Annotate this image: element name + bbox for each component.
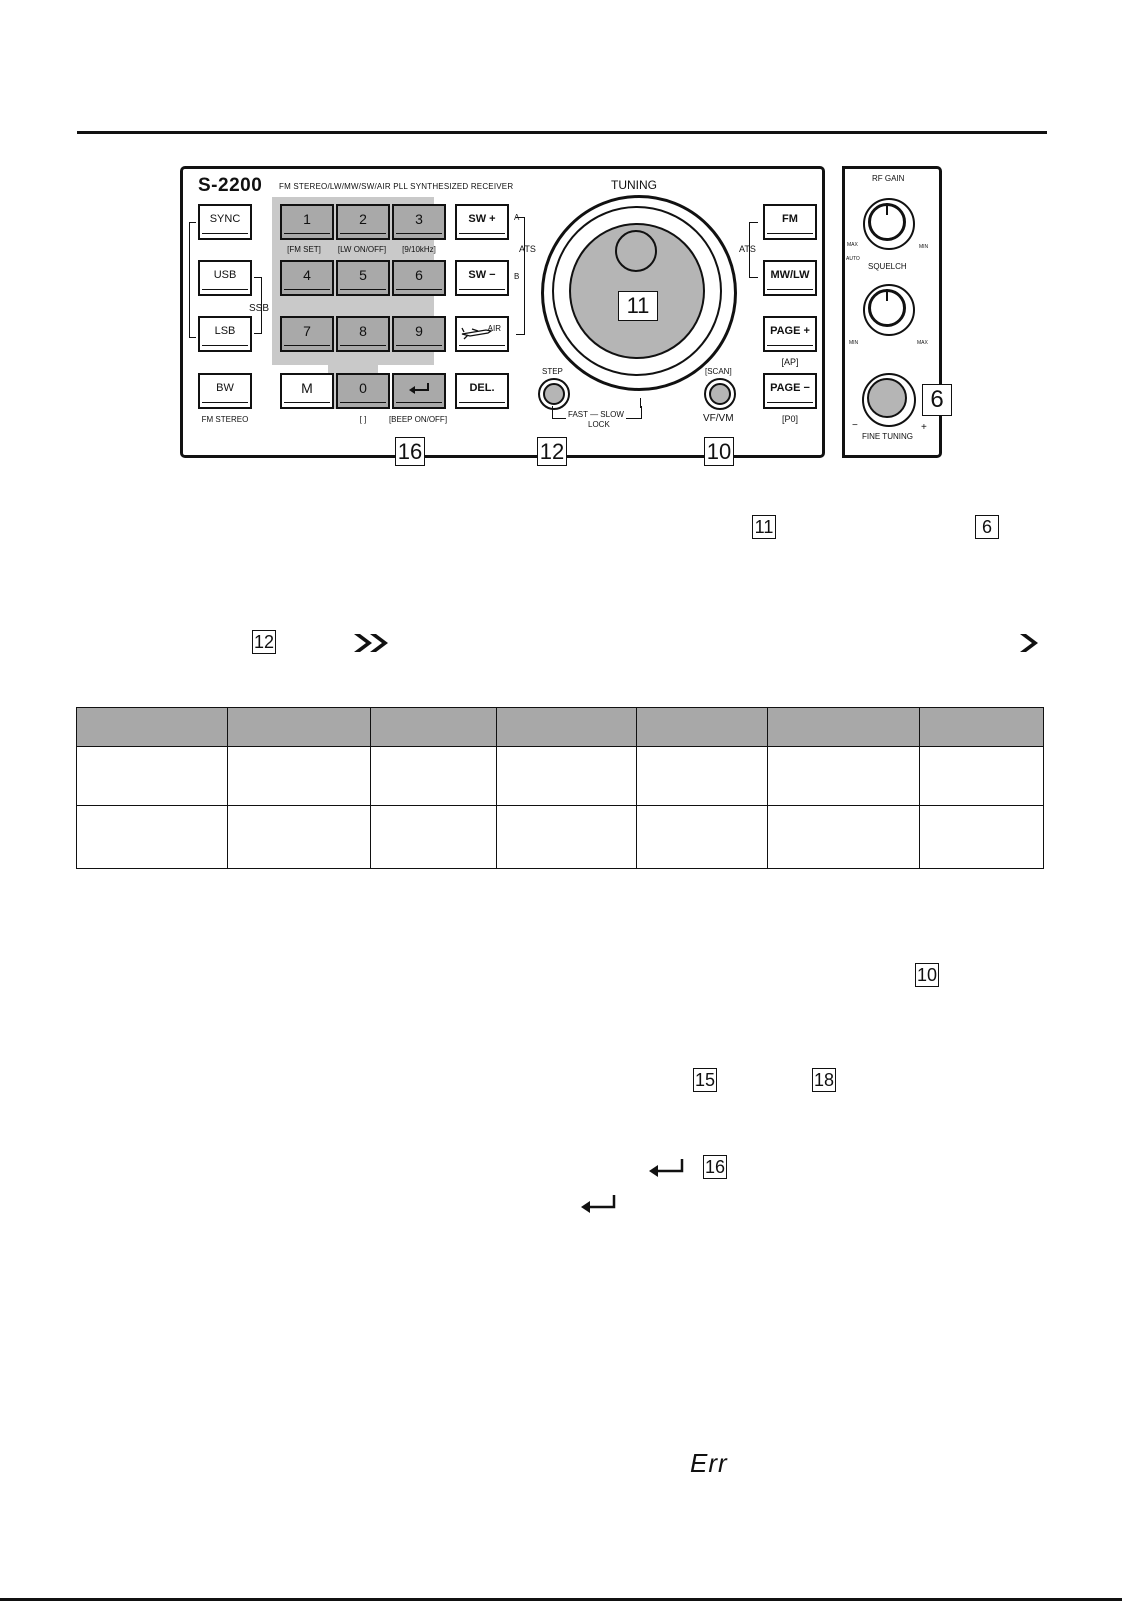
table-cell [768,806,919,869]
enter-icon [648,1158,686,1178]
double-chevron-icon [352,632,394,654]
error-display-text: Err [690,1448,728,1478]
table-cell [371,806,496,869]
ref-10: 10 [916,965,938,985]
ref-18: 18 [813,1070,835,1090]
table-cell [228,747,371,806]
callout-keypad: 16 [395,437,425,466]
squelch-max: MAX [917,340,928,346]
key-2[interactable]: 2 [336,204,390,240]
table-header-cell [919,708,1043,747]
left-bracket [189,222,196,338]
key-1-sub: [FM SET] [287,245,321,254]
table-cell [768,747,919,806]
callout-step: 12 [537,437,567,466]
key-3[interactable]: 3 [392,204,446,240]
fast-slow-label: FAST — SLOW [568,410,624,419]
sync-button[interactable]: SYNC [198,204,252,240]
enter-icon [408,382,432,396]
key-8[interactable]: 8 [336,316,390,352]
model-name: S-2200 [198,175,263,196]
top-rule [77,131,1047,134]
fine-minus: − [852,420,858,431]
mw-lw-button[interactable]: MW/LW [763,260,817,296]
squelch-pointer [886,289,888,301]
bw-sub-label: FM STEREO [201,415,249,424]
key-3-sub: [9/10kHz] [402,245,436,254]
ref-16: 16 [704,1157,726,1177]
page-plus-sub: [AP] [781,357,799,367]
ref-15: 15 [694,1070,716,1090]
ats-a-label: A [514,213,520,222]
key-1[interactable]: 1 [280,204,334,240]
ats-right-label: ATS [739,244,756,254]
rf-gain-label: RF GAIN [872,174,905,183]
table-header-cell [77,708,228,747]
air-button[interactable] [455,316,509,352]
bw-button[interactable]: BW [198,373,252,409]
key-7[interactable]: 7 [280,316,334,352]
tuning-dial-finger-hole [615,230,657,272]
rf-gain-auto: AUTO [846,256,860,262]
ref-11: 11 [752,515,776,539]
ats-b-label: B [514,272,520,281]
page-plus-button[interactable]: PAGE + [763,316,817,352]
table-cell [496,747,636,806]
memory-button[interactable]: M [280,373,334,409]
model-subtitle: FM STEREO/LW/MW/SW/AIR PLL SYNTHESIZED RECEIVER [279,182,514,191]
rf-gain-min: MIN [919,244,929,250]
page-minus-button[interactable]: PAGE − [763,373,817,409]
table-header-cell [637,708,768,747]
page-minus-sub: [P0] [781,414,798,424]
table-cell [919,806,1043,869]
table-header-cell [228,708,371,747]
scan-button[interactable] [709,383,731,405]
table-cell [228,806,371,869]
table-header-cell [496,708,636,747]
scan-label: [SCAN] [705,367,732,376]
key-2-sub: [LW ON/OFF] [337,245,387,254]
key-0-sub: [ ] [359,415,367,424]
key-6[interactable]: 6 [392,260,446,296]
table-cell [371,747,496,806]
ats-left-label: ATS [519,244,536,254]
callout-scan: 10 [704,437,734,466]
lsb-button[interactable]: LSB [198,316,252,352]
vfvm-label: VF/VM [703,413,734,424]
squelch-min: MIN [849,340,859,346]
key-5[interactable]: 5 [336,260,390,296]
table-cell [919,747,1043,806]
ref-6: 6 [975,515,999,539]
key-9[interactable]: 9 [392,316,446,352]
step-label: STEP [542,367,563,376]
step-button[interactable] [543,383,565,405]
delete-button[interactable]: DEL. [455,373,509,409]
fine-plus: + [921,422,927,433]
squelch-label: SQUELCH [868,262,907,271]
table-header-cell [768,708,919,747]
table-header-row [77,708,1044,747]
blank-table [76,707,1044,869]
sw-minus-button[interactable]: SW − [455,260,509,296]
air-label: AIR [487,324,501,333]
usb-button[interactable]: USB [198,260,252,296]
table-row [77,747,1044,806]
lock-label: LOCK [588,420,610,429]
enter-button[interactable] [392,373,446,409]
fm-button[interactable]: FM [763,204,817,240]
ssb-label: SSB [249,303,270,314]
table-header-cell [371,708,496,747]
table-cell [77,806,228,869]
chevron-right-icon [1018,632,1040,654]
key-0[interactable]: 0 [336,373,390,409]
callout-fine: 6 [922,384,952,416]
tuning-title: TUNING [611,178,657,192]
enter-sub: [BEEP ON/OFF] [388,415,448,424]
callout-dial: 11 [618,291,658,321]
table-row [77,806,1044,869]
table-cell [496,806,636,869]
sw-plus-button[interactable]: SW + [455,204,509,240]
table-cell [637,747,768,806]
rf-gain-pointer [886,203,888,215]
fine-tuning-label: FINE TUNING [862,432,913,441]
fine-tuning-knob[interactable] [867,378,907,418]
lock-bracket-tick [640,398,641,408]
ref-12: 12 [253,632,275,652]
rf-gain-max: MAX [847,242,858,248]
table-cell [77,747,228,806]
table-cell [637,806,768,869]
key-4[interactable]: 4 [280,260,334,296]
enter-icon [580,1194,618,1214]
